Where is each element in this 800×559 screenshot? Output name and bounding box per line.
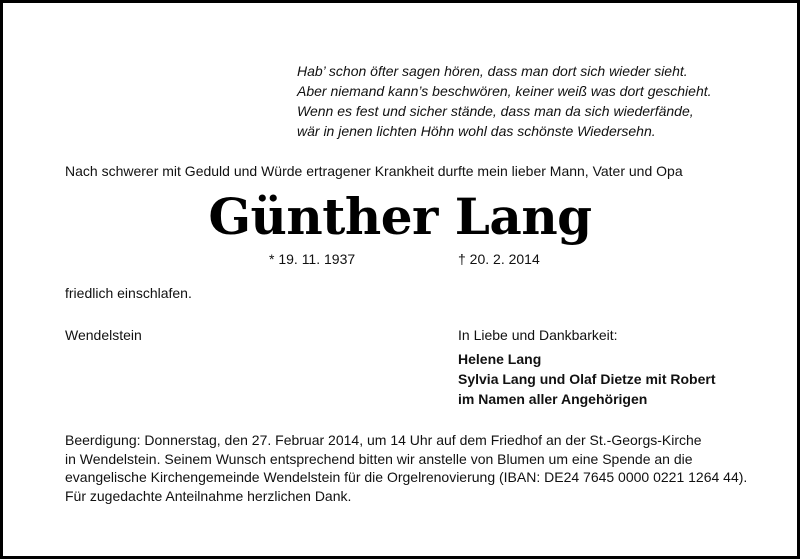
poem-line: Hab’ schon öfter sagen hören, dass man dort sich wieder sieht.	[297, 63, 688, 79]
funeral-line: Beerdigung: Donnerstag, den 27. Februar 2014, um 14 Uhr auf dem Friedhof an der St.-Georgs-Kirche	[65, 432, 702, 448]
passed-away-text: friedlich einschlafen.	[65, 285, 192, 301]
mourners-intro: In Liebe und Dankbarkeit:	[458, 327, 618, 343]
deceased-name: Günther Lang	[208, 187, 592, 246]
funeral-line: in Wendelstein. Seinem Wunsch entsprechend bitten wir anstelle von Blumen um eine Spende an die	[65, 450, 693, 467]
funeral-details	[65, 431, 747, 505]
death-date: † 20. 2. 2014	[458, 251, 540, 267]
poem-line: wär in jenen lichten Höhn wohl das schönste Wiedersehn.	[297, 123, 656, 139]
poem-line: Aber niemand kann’s beschwören, keiner weiß was dort geschieht.	[297, 83, 712, 99]
mourner-line: Sylvia Lang und Olaf Dietze mit Robert	[458, 371, 716, 387]
intro-sentence: Nach schwerer mit Geduld und Würde ertragener Krankheit durfte mein lieber Mann, Vater und Opa	[65, 163, 683, 179]
funeral-line: evangelische Kirchengemeinde Wendelstein für die Orgelrenovierung (IBAN: DE24 7645 0000 0221 1264 44).	[65, 469, 748, 485]
place-name: Wendelstein	[65, 327, 142, 343]
birth-date: * 19. 11. 1937	[269, 251, 356, 267]
poem-line: Wenn es fest und sicher stände, dass man da sich wiederfände,	[297, 103, 694, 119]
funeral-line: Für zugedachte Anteilnahme herzlichen Dank.	[65, 487, 352, 504]
poem-verse	[297, 61, 712, 141]
mourner-line: im Namen aller Angehörigen	[458, 391, 648, 407]
mourner-line: Helene Lang	[458, 351, 542, 367]
mourners-list	[458, 349, 715, 409]
